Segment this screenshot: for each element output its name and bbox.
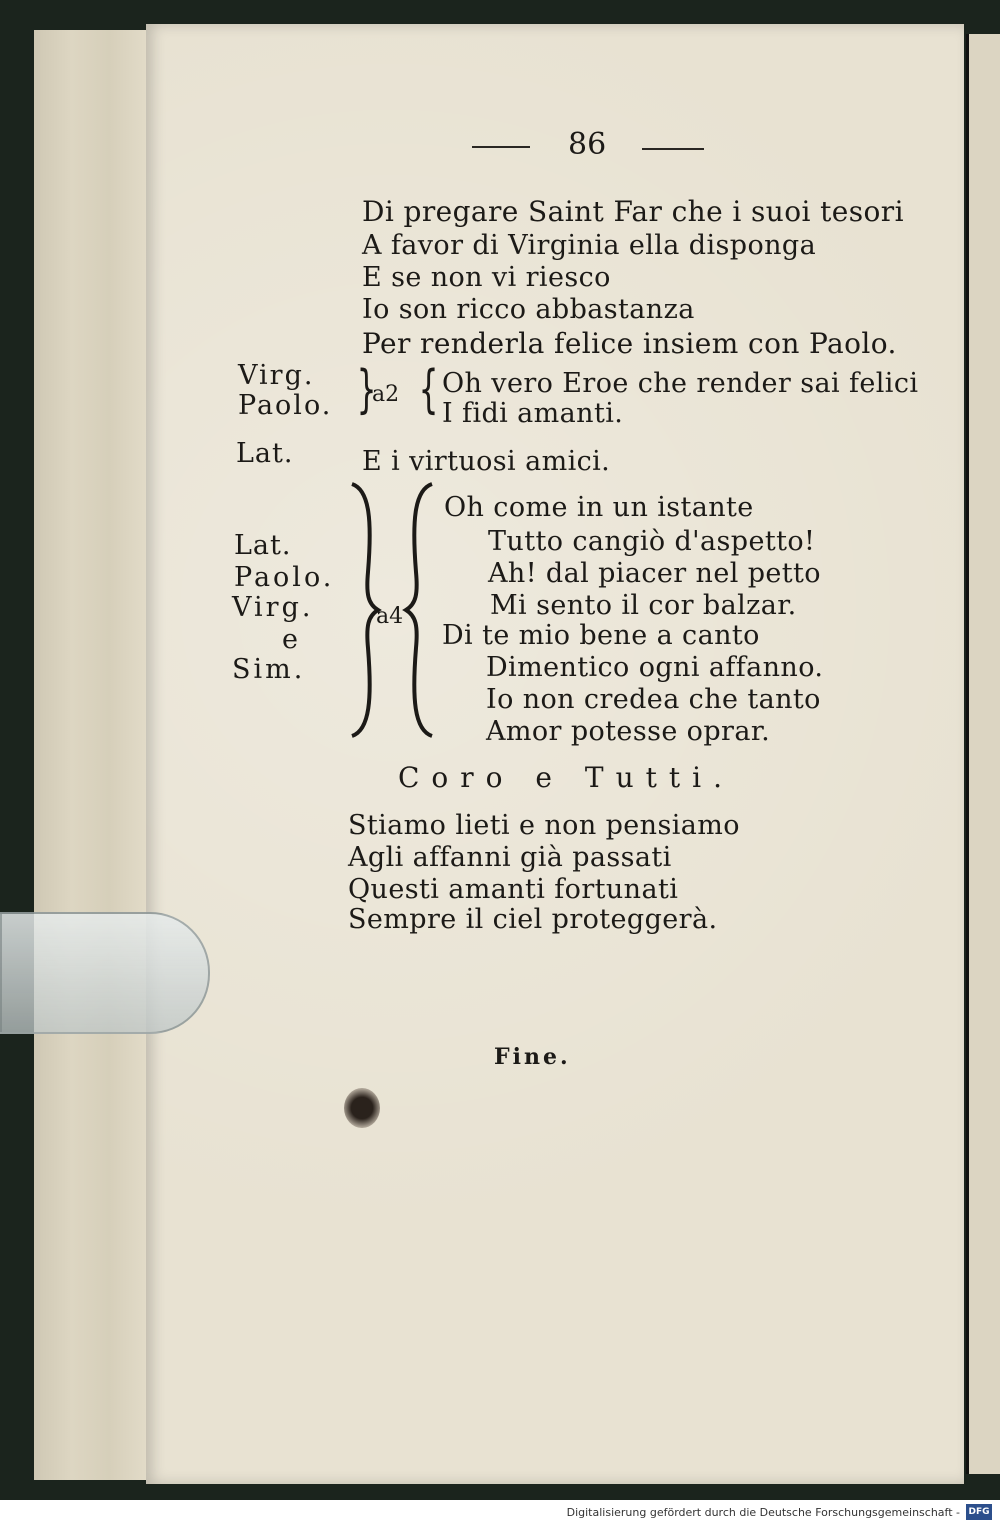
verse-line: Mi sento il cor balzar. bbox=[490, 590, 797, 621]
footer-credit: Digitalisierung gefördert durch die Deutsche Forschungsgemeinschaft - bbox=[566, 1506, 960, 1519]
header-rule-left bbox=[472, 146, 530, 148]
verse-line: Questi amanti fortunati bbox=[348, 874, 679, 905]
quartet-left-brace bbox=[402, 482, 438, 738]
verse-line: A favor di Virginia ella disponga bbox=[362, 230, 817, 261]
dfg-logo: DFG bbox=[966, 1504, 992, 1520]
ensemble-marker: a2 bbox=[372, 382, 400, 407]
footer-bar bbox=[0, 1500, 1000, 1526]
verse-line: Amor potesse oprar. bbox=[486, 716, 771, 747]
speaker-label: Paolo. bbox=[238, 390, 333, 421]
verse-line: E i virtuosi amici. bbox=[362, 446, 611, 477]
speaker-label: e bbox=[282, 624, 299, 655]
ensemble-marker: a4 bbox=[376, 604, 404, 629]
header-rule-right bbox=[642, 148, 704, 150]
next-page-edge bbox=[966, 34, 1000, 1474]
speaker-label: Lat. bbox=[234, 530, 292, 561]
verse-line: Oh vero Eroe che render sai felici bbox=[442, 368, 919, 399]
verse-line: E se non vi riesco bbox=[362, 262, 611, 293]
verse-line: Di te mio bene a canto bbox=[442, 620, 760, 651]
verse-line: Io son ricco abbastanza bbox=[362, 294, 695, 325]
verse-line: Sempre il ciel proteggerà. bbox=[348, 904, 718, 935]
speaker-label: Sim. bbox=[232, 654, 306, 685]
verse-line: Dimentico ogni affanno. bbox=[486, 652, 824, 683]
verse-line: Oh come in un istante bbox=[444, 492, 754, 523]
page-number: 86 bbox=[568, 127, 607, 162]
ink-stain bbox=[344, 1088, 380, 1128]
verse-line: Agli affanni già passati bbox=[348, 842, 672, 873]
verse-line: Per renderla felice insiem con Paolo. bbox=[362, 327, 897, 360]
end-mark: Fine. bbox=[494, 1044, 571, 1070]
speaker-label: Virg. bbox=[232, 592, 314, 623]
verse-line: Di pregare Saint Far che i suoi tesori bbox=[362, 195, 904, 228]
speaker-label: Virg. bbox=[238, 360, 315, 391]
verse-line: Ah! dal piacer nel petto bbox=[488, 558, 821, 589]
verse-line: Tutto cangiò d'aspetto! bbox=[488, 526, 816, 557]
speaker-label: Lat. bbox=[236, 438, 294, 469]
chorus-heading: Coro e Tutti. bbox=[398, 761, 734, 794]
plastic-clip bbox=[0, 912, 210, 1034]
verse-line: Io non credea che tanto bbox=[486, 684, 821, 715]
speaker-label: Paolo. bbox=[234, 562, 335, 593]
verse-line: Stiamo lieti e non pensiamo bbox=[348, 810, 740, 841]
verse-line: I fidi amanti. bbox=[442, 398, 624, 429]
right-brace: } bbox=[356, 360, 377, 420]
left-brace: { bbox=[418, 360, 439, 420]
